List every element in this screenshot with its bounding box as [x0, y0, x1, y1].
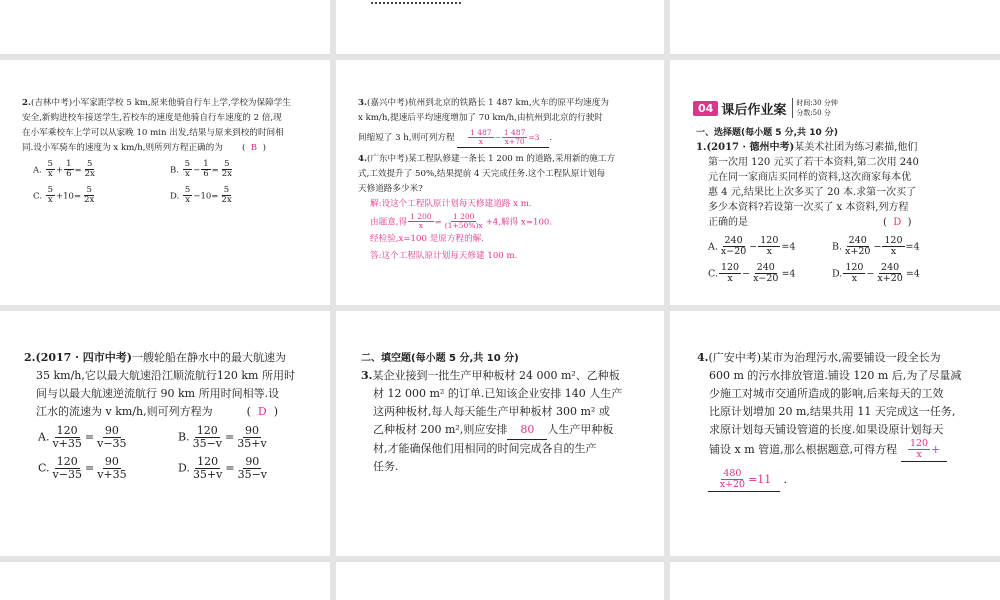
- section-title: 课后作业案: [721, 102, 787, 118]
- option-d: D. $\frac{120}{35+v}$ = $\frac{90}{35-v}$: [178, 455, 268, 482]
- option-c: C. $\frac{5}{x}$ +10= $\frac{5}{2x}$: [33, 185, 95, 206]
- slide-fill-in-question-3: [336, 311, 664, 556]
- option-a: A. $\frac{120}{v+35}$ = $\frac{90}{v-35}$: [38, 424, 127, 451]
- answer-mark: D: [257, 405, 267, 418]
- question-text: 4.(广安中考)某市为治理污水,需要铺设一段全长为 600 m 的污水排放管道.铺设 120 m 后,为了尽量减 少施工对城市交通所造成的影响,后来每天的工效 比原计划增加 20 m,结果共用 11 天完成这一任务, 求原计划每天铺设管道的长度.如果设原计划每天 铺设 x m 管道,那么根据题意,可得方程 $\frac{120}{x}$ +: [697, 351, 962, 461]
- answer-blank-line1: $\frac{120}{x}$ +: [901, 439, 947, 462]
- slide-homework-question-1: [670, 60, 1000, 305]
- question-3-text: 3.(嘉兴中考)杭州到北京的铁路长 1 487 km,火车的原平均速度为 x km/h,提速后平均速度增加了 70 km/h,由杭州到北京的行驶时 间缩短了 3 h,则可列方程 $\frac{1 487}{x}$ − $\frac{1 487}{x+70}$ =3 .: [358, 98, 609, 147]
- solution-text: 解:设这个工程队原计划每天修建道路 x m. 由题意,得 $\frac{1 200}{x}$ = $\frac{1 200}{(1+50\%)x}$ +4,解得 x=100. 经检验,x=100 是原方程的解. 答:这个工程队原计划每天修建 100 m.: [370, 199, 553, 262]
- answer-blank-line2: $\frac{480}{x+20}$ =11 .: [708, 469, 787, 492]
- question-text: 1.(2017 · 德州中考)某美术社团为练习素描,他们 第一次用 120 元买了若干本资料,第二次用 240 元在同一家商店买同样的资料,这次商家每本优 惠 4 元,结果比上次多买了 20 本.求第一次买了 多少本资料?若设第一次买了 x 本资料,列方程 正确的是 ( D ): [696, 142, 919, 228]
- slide-top-left: [0, 0, 330, 54]
- fill-section-title: 二、填空题(每小题 5 分,共 10 分): [361, 353, 519, 364]
- question-4-text: 4.(广东中考)某工程队修建一条长 1 200 m 的道路,采用新的施工方 式,工效提升了 50%,结果提前 4 天完成任务.这个工程队原计划每 天修道路多少米?: [358, 154, 616, 194]
- decorative-dotted-line: [371, 2, 461, 6]
- slide-question-2-jilin: [0, 60, 330, 305]
- slide-bottom-middle: [336, 562, 664, 600]
- section-header: [693, 98, 838, 118]
- answer-mark: B: [250, 143, 258, 153]
- option-a: A. $\frac{5}{x}$ + $\frac{1}{6}$ = $\frac{5}{2x}$: [33, 159, 95, 180]
- slide-bottom-right: [670, 562, 1000, 600]
- option-b: B. $\frac{5}{x}$ − $\frac{1}{6}$ = $\frac{5}{2x}$: [170, 159, 232, 180]
- slide-top-right: [670, 0, 1000, 54]
- option-b: B. $\frac{120}{35-v}$ = $\frac{90}{35+v}$: [178, 424, 267, 451]
- question-text: 2.(吉林中考)小军家距学校 5 km,原来他骑自行车上学,学校为保障学生 安全,新购进校车接送学生,若校车的速度是他骑自行车速度的 2 倍,现 在小军乘校车上学可以从家晚 10 min 出发,结果与原来到校的时间相 同.设小军骑车的速度为 x km/h,则所列方程正确的为 ( B ): [22, 98, 291, 153]
- option-c: C. $\frac{120}{v-35}$ = $\frac{90}{v+35}$: [38, 455, 127, 482]
- choice-section-title: 一、选择题(每小题 5 分,共 10 分): [696, 128, 838, 138]
- question-text: 2.(2017 · 四市中考)一艘轮船在静水中的最大航速为 35 km/h,它以最大航速沿江顺流航行120 km 所用时 间与以最大航速逆流航行 90 km 所用时间相等.设 江水的流速为 v km/h,则可列方程为 ( D ): [24, 351, 295, 418]
- option-a: A. $\frac{240}{x-20}$ − $\frac{120}{x}$ =4: [708, 235, 796, 258]
- slide-question-2-river: [0, 311, 330, 556]
- option-c: C. $\frac{120}{x}$ − $\frac{240}{x-20}$ =4: [708, 262, 796, 285]
- time-score: 时间:30 分钟 分数:50 分: [792, 98, 838, 118]
- slide-bottom-left: [0, 562, 330, 600]
- option-b: B. $\frac{240}{x+20}$ − $\frac{120}{x}$ =4: [832, 235, 920, 258]
- option-d: D. $\frac{5}{x}$ −10= $\frac{5}{2x}$: [170, 185, 232, 206]
- slide-questions-3-4: [336, 60, 664, 305]
- answer-blank: $\frac{1 487}{x}$ − $\frac{1 487}{x+70}$ =3: [457, 129, 549, 148]
- answer-mark: D: [893, 217, 902, 228]
- question-text: 3.某企业接到一批生产甲种板材 24 000 m²、乙种板 材 12 000 m² 的订单.已知该企业安排 140 人生产 这两种板材,每人每天能生产甲种板材 300 m² 或 乙种板材 200 m²,则应安排 80 人生产甲种板 材,才能确保他们用相同的时间完成各自的生产 任务.: [361, 369, 623, 473]
- answer-blank: 80: [507, 421, 547, 440]
- section-badge: 04: [693, 101, 718, 116]
- slide-question-4-pipe: [670, 311, 1000, 556]
- slide-top-middle: [336, 0, 664, 54]
- option-d: D. $\frac{120}{x}$ − $\frac{240}{x+20}$ =4: [832, 262, 920, 285]
